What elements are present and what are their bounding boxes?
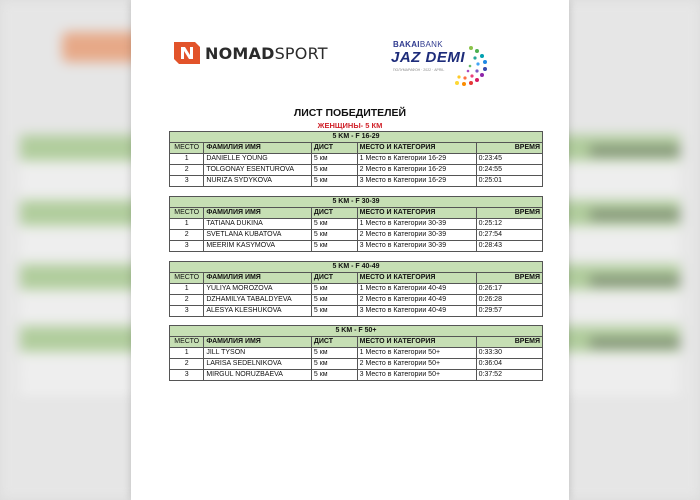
category-header-row bbox=[170, 326, 543, 337]
time-cell: 0:33:30 bbox=[476, 348, 542, 359]
name-cell: MEERIM KASYMOVA bbox=[204, 241, 312, 252]
place-cell: 3 bbox=[170, 306, 204, 317]
table-row bbox=[170, 219, 543, 230]
nomad-sport-logo bbox=[173, 40, 328, 66]
bakai-bank-label: BAKAIBANK bbox=[393, 40, 443, 49]
category-cell: 1 Место в Категории 16-29 bbox=[357, 154, 476, 165]
time-cell: 0:23:45 bbox=[476, 154, 542, 165]
dist-cell: 5 км bbox=[311, 348, 357, 359]
table-row bbox=[170, 176, 543, 187]
table-row bbox=[170, 241, 543, 252]
category-title: 5 KM - F 30-39 bbox=[170, 197, 543, 208]
category-cell: 3 Место в Категории 16-29 bbox=[357, 176, 476, 187]
col-place: МЕСТО bbox=[170, 273, 204, 284]
dist-cell: 5 км bbox=[311, 370, 357, 381]
place-cell: 1 bbox=[170, 284, 204, 295]
place-cell: 2 bbox=[170, 230, 204, 241]
results-table bbox=[169, 261, 543, 317]
category-title: 5 KM - F 50+ bbox=[170, 326, 543, 337]
category-cell: 2 Место в Категории 16-29 bbox=[357, 165, 476, 176]
time-cell: 0:25:01 bbox=[476, 176, 542, 187]
place-cell: 3 bbox=[170, 241, 204, 252]
table-row bbox=[170, 370, 543, 381]
place-cell: 3 bbox=[170, 176, 204, 187]
category-cell: 3 Место в Категории 50+ bbox=[357, 370, 476, 381]
place-cell: 2 bbox=[170, 359, 204, 370]
category-cell: 1 Место в Категории 40-49 bbox=[357, 284, 476, 295]
category-title: 5 KM - F 40-49 bbox=[170, 262, 543, 273]
dist-cell: 5 км bbox=[311, 306, 357, 317]
category-header-row bbox=[170, 132, 543, 143]
nomad-mark-icon bbox=[173, 40, 201, 66]
category-cell: 2 Место в Категории 40-49 bbox=[357, 295, 476, 306]
blurred-text bbox=[590, 338, 680, 348]
table-row bbox=[170, 306, 543, 317]
place-cell: 1 bbox=[170, 154, 204, 165]
blurred-text bbox=[590, 146, 680, 156]
category-cell: 2 Место в Категории 30-39 bbox=[357, 230, 476, 241]
col-dist: ДИСТ bbox=[311, 337, 357, 348]
time-cell: 0:28:43 bbox=[476, 241, 542, 252]
results-table bbox=[169, 325, 543, 381]
time-cell: 0:26:17 bbox=[476, 284, 542, 295]
col-time: ВРЕМЯ bbox=[476, 208, 542, 219]
document-title: ЛИСТ ПОБЕДИТЕЛЕЙ bbox=[293, 107, 407, 119]
name-cell: JILL TYSON bbox=[204, 348, 312, 359]
place-cell: 2 bbox=[170, 295, 204, 306]
category-cell: 1 Место в Категории 30-39 bbox=[357, 219, 476, 230]
col-place: МЕСТО bbox=[170, 337, 204, 348]
column-header-row bbox=[170, 208, 543, 219]
column-header-row bbox=[170, 273, 543, 284]
jaz-demi-logo bbox=[387, 40, 487, 86]
place-cell: 3 bbox=[170, 370, 204, 381]
category-cell: 2 Место в Категории 50+ bbox=[357, 359, 476, 370]
col-dist: ДИСТ bbox=[311, 208, 357, 219]
col-dist: ДИСТ bbox=[311, 273, 357, 284]
name-cell: TATIANA DUKINA bbox=[204, 219, 312, 230]
jaz-demi-wordmark: JAZ DEMI bbox=[391, 49, 466, 66]
col-place: МЕСТО bbox=[170, 143, 204, 154]
place-cell: 1 bbox=[170, 348, 204, 359]
dist-cell: 5 км bbox=[311, 295, 357, 306]
time-cell: 0:36:04 bbox=[476, 359, 542, 370]
jaz-demi-subtext: ПОЛУМАРАФОН · 2022 · APRIL bbox=[393, 68, 445, 72]
col-name: ФАМИЛИЯ ИМЯ bbox=[204, 208, 312, 219]
col-time: ВРЕМЯ bbox=[476, 143, 542, 154]
col-name: ФАМИЛИЯ ИМЯ bbox=[204, 143, 312, 154]
table-row bbox=[170, 154, 543, 165]
dist-cell: 5 км bbox=[311, 359, 357, 370]
col-place: МЕСТО bbox=[170, 208, 204, 219]
name-cell: NURIZA SYDYKOVA bbox=[204, 176, 312, 187]
table-row bbox=[170, 284, 543, 295]
place-cell: 2 bbox=[170, 165, 204, 176]
results-table bbox=[169, 131, 543, 187]
col-category: МЕСТО И КАТЕГОРИЯ bbox=[357, 337, 476, 348]
col-time: ВРЕМЯ bbox=[476, 273, 542, 284]
table-row bbox=[170, 230, 543, 241]
name-cell: SVETLANA KUBATOVA bbox=[204, 230, 312, 241]
time-cell: 0:27:54 bbox=[476, 230, 542, 241]
document-subtitle: ЖЕНЩИНЫ- 5 КМ bbox=[317, 121, 383, 130]
col-category: МЕСТО И КАТЕГОРИЯ bbox=[357, 143, 476, 154]
dist-cell: 5 км bbox=[311, 284, 357, 295]
col-dist: ДИСТ bbox=[311, 143, 357, 154]
time-cell: 0:26:28 bbox=[476, 295, 542, 306]
results-table bbox=[169, 196, 543, 252]
name-cell: TOLGONAY ESENTUROVA bbox=[204, 165, 312, 176]
name-cell: DANIELLE YOUNG bbox=[204, 154, 312, 165]
dist-cell: 5 км bbox=[311, 165, 357, 176]
col-name: ФАМИЛИЯ ИМЯ bbox=[204, 273, 312, 284]
table-row bbox=[170, 359, 543, 370]
results-document bbox=[131, 0, 569, 500]
name-cell: ALESYA KLESHUKOVA bbox=[204, 306, 312, 317]
col-category: МЕСТО И КАТЕГОРИЯ bbox=[357, 208, 476, 219]
table-row bbox=[170, 295, 543, 306]
category-cell: 3 Место в Категории 40-49 bbox=[357, 306, 476, 317]
category-header-row bbox=[170, 262, 543, 273]
category-cell: 3 Место в Категории 30-39 bbox=[357, 241, 476, 252]
category-title: 5 KM - F 16-29 bbox=[170, 132, 543, 143]
blurred-text bbox=[590, 276, 680, 286]
dist-cell: 5 км bbox=[311, 241, 357, 252]
col-category: МЕСТО И КАТЕГОРИЯ bbox=[357, 273, 476, 284]
time-cell: 0:25:12 bbox=[476, 219, 542, 230]
time-cell: 0:24:55 bbox=[476, 165, 542, 176]
name-cell: DZHAMILYA TABALDYEVA bbox=[204, 295, 312, 306]
table-row bbox=[170, 348, 543, 359]
col-time: ВРЕМЯ bbox=[476, 337, 542, 348]
time-cell: 0:29:57 bbox=[476, 306, 542, 317]
time-cell: 0:37:52 bbox=[476, 370, 542, 381]
dist-cell: 5 км bbox=[311, 219, 357, 230]
category-header-row bbox=[170, 197, 543, 208]
name-cell: YULIYA MOROZOVA bbox=[204, 284, 312, 295]
col-name: ФАМИЛИЯ ИМЯ bbox=[204, 337, 312, 348]
dist-cell: 5 км bbox=[311, 230, 357, 241]
blurred-text bbox=[590, 210, 680, 220]
name-cell: LARISA SEDELNIKOVA bbox=[204, 359, 312, 370]
category-cell: 1 Место в Категории 50+ bbox=[357, 348, 476, 359]
dist-cell: 5 км bbox=[311, 176, 357, 187]
nomad-sport-wordmark: NOMADSPORT bbox=[205, 43, 328, 63]
column-header-row bbox=[170, 337, 543, 348]
table-row bbox=[170, 165, 543, 176]
dist-cell: 5 км bbox=[311, 154, 357, 165]
name-cell: MIRGUL NORUZBAEVA bbox=[204, 370, 312, 381]
column-header-row bbox=[170, 143, 543, 154]
place-cell: 1 bbox=[170, 219, 204, 230]
